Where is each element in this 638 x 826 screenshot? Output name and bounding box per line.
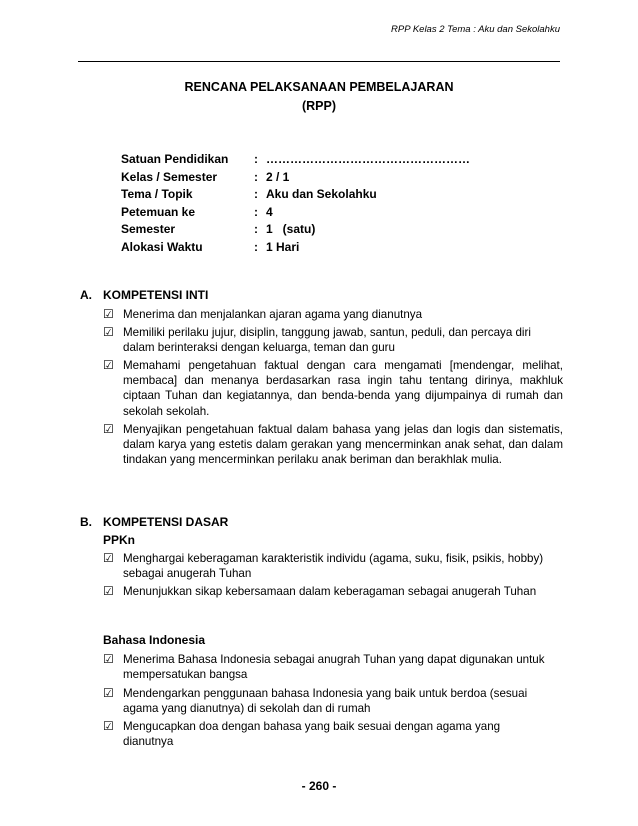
info-value: 4	[266, 204, 273, 219]
subsection-bahasa-title: Bahasa Indonesia	[103, 633, 206, 647]
info-row	[121, 240, 470, 258]
info-label: Satuan Pendidikan	[121, 152, 229, 166]
section-a-letter: A.	[80, 288, 92, 302]
info-label: Semester	[121, 222, 176, 236]
list-item-text: Menunjukkan sikap kebersamaan dalam keberagaman sebagai anugerah Tuhan	[123, 585, 537, 598]
list-item-text: Mengucapkan doa dengan bahasa yang baik sesuai dengan agama yang dianutnya	[123, 720, 501, 749]
list-item	[103, 686, 563, 716]
list-item-text: Menghargai keberagaman karakteristik individu (agama, suku, fisik, psikis, hobby) sebagai anugerah Tuhan	[123, 552, 544, 581]
list-item	[103, 551, 563, 581]
checkbox-checked-icon: ☑	[103, 307, 114, 321]
info-row	[121, 222, 470, 240]
header-rule	[78, 61, 560, 62]
info-separator: :	[254, 187, 258, 201]
info-row	[121, 187, 470, 205]
checkbox-checked-icon: ☑	[103, 325, 114, 339]
checkbox-checked-icon: ☑	[103, 652, 114, 666]
info-separator: :	[254, 152, 258, 166]
checkbox-checked-icon: ☑	[103, 358, 114, 372]
info-label: Alokasi Waktu	[121, 239, 203, 254]
list-item-text: Menerima Bahasa Indonesia sebagai anugrah Tuhan yang dapat digunakan untuk mempersatukan bangsa	[123, 653, 545, 682]
page-number: - 260 -	[301, 779, 337, 793]
info-row	[121, 152, 470, 170]
checkbox-checked-icon: ☑	[103, 719, 114, 733]
section-a-title: KOMPETENSI INTI	[103, 288, 209, 302]
section-b-letter: B.	[80, 515, 92, 529]
info-value: 1 Hari	[266, 239, 300, 254]
page-header: RPP Kelas 2 Tema : Aku dan Sekolahku	[391, 24, 560, 35]
document-title: RENCANA PELAKSANAAN PEMBELAJARAN	[184, 80, 454, 94]
list-item	[103, 307, 563, 322]
checkbox-checked-icon: ☑	[103, 551, 114, 565]
info-row	[121, 205, 470, 223]
section-b-title: KOMPETENSI DASAR	[103, 515, 229, 529]
list-item	[103, 652, 563, 682]
list-item-text: Menyajikan pengetahuan faktual dalam bahasa yang jelas dan logis dan sistematis, dalam karya yang estetis dalam gerakan yang mencerminkan anak sehat, dan dalam tindakan yang mencerminkan perilaku anak beriman dan berakhlak mulia.	[123, 423, 563, 467]
list-item	[103, 422, 563, 468]
list-item	[103, 325, 563, 355]
list-item-text: Memahami pengetahuan faktual dengan cara mengamati [mendengar, melihat, membaca] dan menanya berdasarkan rasa ingin tahu tentang dirinya, makhluk ciptaan Tuhan dan kegiatannya, dan benda-benda yang dijumpainya di rumah dan sekolah sekolah.	[123, 359, 563, 418]
info-separator: :	[254, 239, 258, 254]
checkbox-checked-icon: ☑	[103, 422, 114, 436]
document-subtitle: (RPP)	[301, 99, 337, 113]
info-value: 1 (satu)	[266, 222, 316, 236]
list-item-text: Mendengarkan penggunaan bahasa Indonesia yang baik untuk berdoa (sesuai agama yang dianutnya) di sekolah dan di rumah	[123, 687, 528, 716]
info-value: Aku dan Sekolahku	[266, 187, 377, 201]
info-row	[121, 170, 470, 188]
list-item-text: Memiliki perilaku jujur, disiplin, tanggung jawab, santun, peduli, dan percaya diri dalam berinteraksi dengan keluarga, teman dan guru	[123, 326, 531, 355]
info-separator: :	[254, 222, 258, 236]
info-separator: :	[254, 169, 258, 184]
info-separator: :	[254, 204, 258, 219]
info-table	[121, 152, 470, 257]
info-value: ……………………………………………	[266, 152, 470, 166]
info-value: 2 / 1	[266, 169, 290, 184]
checkbox-checked-icon: ☑	[103, 686, 114, 700]
checkbox-checked-icon: ☑	[103, 584, 114, 598]
info-label: Tema / Topik	[121, 187, 193, 201]
info-label: Petemuan ke	[121, 204, 196, 219]
info-label: Kelas / Semester	[121, 169, 218, 184]
list-item	[103, 719, 563, 749]
list-item	[103, 584, 563, 599]
list-item-text: Menerima dan menjalankan ajaran agama yang dianutnya	[123, 308, 423, 321]
list-item	[103, 358, 563, 419]
subsection-ppkn-title: PPKn	[103, 533, 136, 547]
